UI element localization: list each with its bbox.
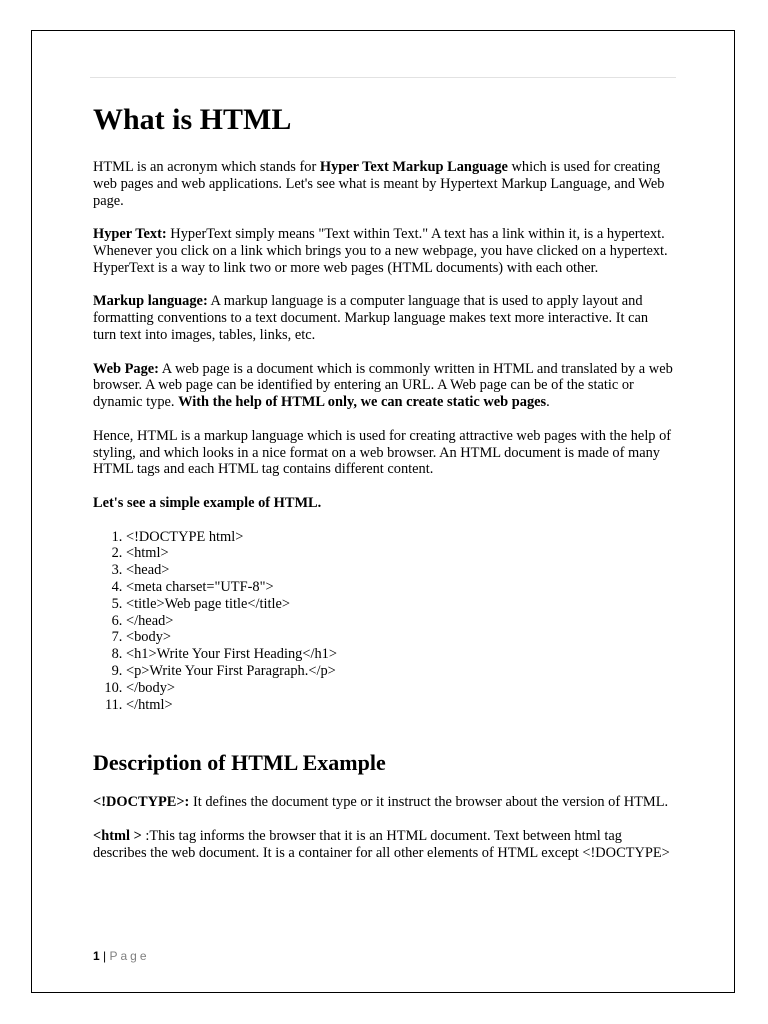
html-tag-label: <html > <box>93 827 142 844</box>
webpage-paragraph <box>93 361 673 411</box>
page-title: What is HTML <box>93 103 292 136</box>
hypertext-paragraph <box>93 226 673 276</box>
doctype-label: <!DOCTYPE>: <box>93 794 190 811</box>
description-title: Description of HTML Example <box>93 750 386 776</box>
markup-label: Markup language: <box>93 293 208 310</box>
hypertext-label: Hyper Text: <box>93 226 167 243</box>
intro-bold-term: Hyper Text Markup Language <box>319 159 508 175</box>
html-tag-text: :This tag informs the browser that it is an HTML document. Text between html tag describes the web document. It is a container for all other elements of HTML except <!DOCTYPE> <box>93 827 670 861</box>
intro-paragraph <box>93 159 673 209</box>
document-body <box>93 100 673 878</box>
markup-text: A markup language is a computer language that is used to apply layout and formatting conventions to a text document. Markup language makes text more interactive. It can turn text into images, tables, links, etc. <box>93 293 649 343</box>
doctype-text: It defines the document type or it instruct the browser about the version of HTML. <box>189 794 669 811</box>
code-line: 3. <head> <box>126 562 673 579</box>
markup-paragraph <box>93 293 673 343</box>
code-line: 10. </body> <box>126 680 673 697</box>
code-line: 5. <title>Web page title</title> <box>126 596 673 613</box>
hypertext-text: HyperText simply means "Text within Text." A text has a link within it, is a hypertext. Whenever you click on a link which brings you to a new webpage, you have clicked on a hypertext. HyperText is a way to link two or more web pages (HTML documents) with each other. <box>93 226 668 276</box>
code-line: 6. </head> <box>126 613 673 630</box>
code-line: 2. <html> <box>126 545 673 562</box>
code-line: 8. <h1>Write Your First Heading</h1> <box>126 646 673 663</box>
page-footer <box>93 948 150 964</box>
code-line: 7. <body> <box>126 629 673 646</box>
code-line: 4. <meta charset="UTF-8"> <box>126 579 673 596</box>
example-heading-text: Let's see a simple example of HTML. <box>93 494 322 511</box>
code-line: 11. </html> <box>126 697 673 714</box>
code-line: 9. <p>Write Your First Paragraph.</p> <box>126 663 673 680</box>
footer-separator: | <box>103 949 107 963</box>
html-tag-description <box>93 828 673 862</box>
example-heading <box>93 495 673 512</box>
webpage-label: Web Page: <box>93 360 159 377</box>
doctype-description <box>93 794 673 811</box>
intro-text-end: which is used for creating web pages and web applications. Let's see what is meant by Hypertext Markup Language, and Web page. <box>93 159 665 209</box>
webpage-text: A web page is a document which is commonly written in HTML and translated by a web browser. A web page can be identified by entering an URL. A Web page can be of the static or dynamic type. <box>93 360 673 411</box>
code-line: 1. <!DOCTYPE html> <box>126 529 673 546</box>
header-rule <box>90 77 676 78</box>
code-example-list <box>93 529 673 714</box>
hence-paragraph: Hence, HTML is a markup language which is used for creating attractive web pages with the help of styling, and which looks in a nice format on a web browser. An HTML document is made of many HTML tags and each HTML tag contains different content. <box>93 427 672 478</box>
intro-text-start: HTML is an acronym which stands for <box>93 159 320 175</box>
page-number: 1 <box>93 949 100 963</box>
webpage-period: . <box>546 394 550 411</box>
webpage-bold-end: With the help of HTML only, we can create static web pages <box>178 394 547 411</box>
page-label: Page <box>109 949 150 963</box>
